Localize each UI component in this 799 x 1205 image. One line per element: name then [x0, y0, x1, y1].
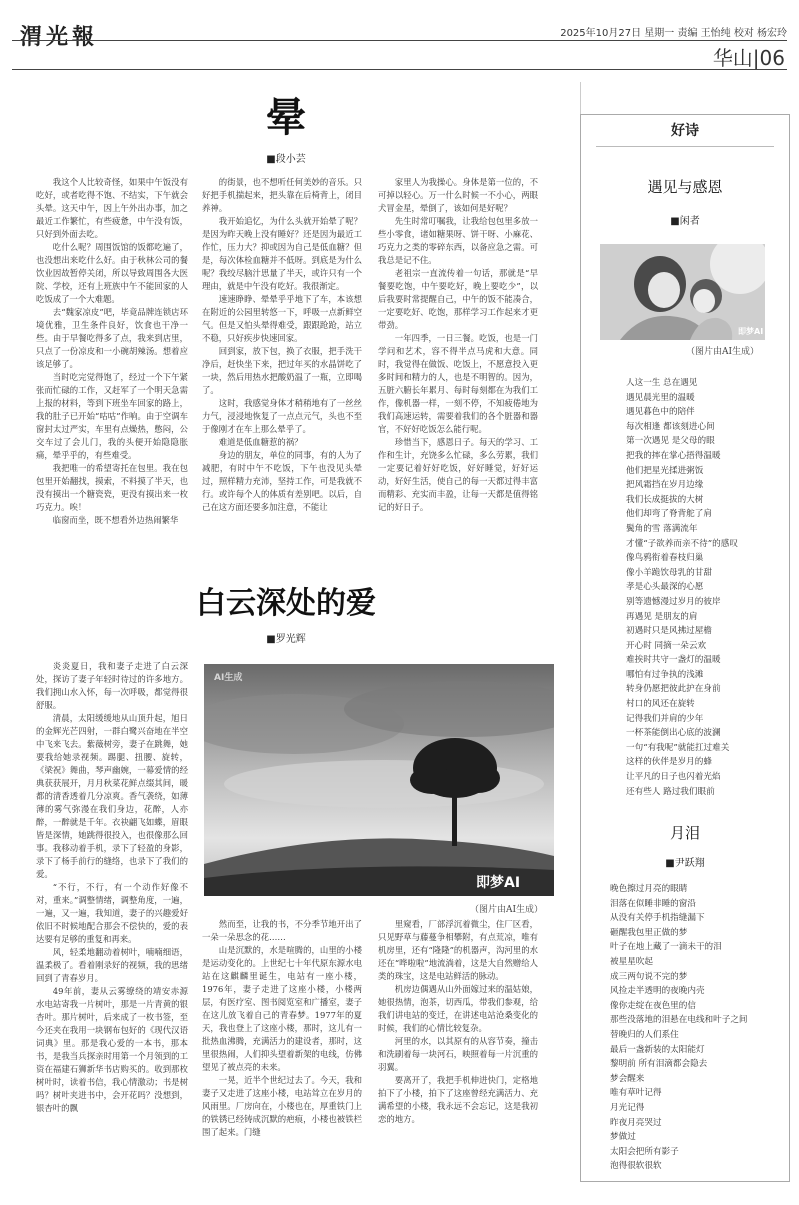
paragraph: 风，轻柔地翻动着树叶，喃喃细语，温柔极了。看着刚录好的视频，我的思绪回到了青春岁月。 [36, 947, 188, 983]
paragraph: 机房边偶遇从山外面嫁过来的温姑娘，她很热情，泡茶，切西瓜，带我们参观，给我们讲电站的变迁，在讲述电站沧桑变化的时候，我们的心情比较复杂。 [378, 984, 538, 1033]
poem-line: 孝是心头最深的心愿 [626, 582, 704, 593]
paragraph: 里窥看，厂部浮沉着微尘，住厂区看，只见野草与藤蔓争相攀附，有点荒凉，唯有机房里，还有“隆隆”的机器声，沟河里的水还在“哗啦啦”地流淌着，这是大自然赠给人类的珠宝，这是电站鲜活的脉动。 [378, 919, 538, 981]
article2-column-2 [202, 918, 362, 1185]
poem-line: 月光记得 [610, 1102, 645, 1113]
poem-line: 再遇见 是朋友的肩 [626, 611, 698, 622]
poem-line: 泪落在似睡非睡的窗沿 [610, 898, 696, 909]
photo-caption: （图片由AI生成） [470, 905, 544, 915]
paragraph: 老祖宗一直流传着一句话，那就是“早餐要吃饱，中午要吃好，晚上要吃少”，以后我要时常提醒自己，中午的饭不能凑合，一定要吃好、吃饱，那样学习工作起来才更带劲。 [378, 268, 538, 330]
ai-tag: AI生成 [214, 673, 243, 683]
poem-line: 才懂“子欲养而亲不待”的感叹 [626, 538, 738, 549]
paragraph: 临窗而坐，既不想看外边热闹繁华 [52, 515, 179, 525]
paragraph: 炎炎夏日，我和妻子走进了白云深处，探访了妻子年轻时待过的许多地方。我们拥山水入怀，每一次呼吸，都觉得很舒服。 [36, 661, 188, 710]
poem-line: 砸醒我包里正做的梦 [610, 927, 688, 938]
photo-watermark: 即梦AI [476, 875, 521, 891]
poem2-byline: ■尹跃翔 [665, 858, 705, 869]
poem-line: 人这一生 总在遇见 [626, 378, 698, 388]
article1-column-3 [378, 176, 538, 576]
poem1-byline: ■闲者 [670, 216, 700, 227]
poem-line: 替晚归的人们系住 [610, 1029, 679, 1040]
poem-line: 转身仍愿把彼此护在身前 [626, 684, 721, 695]
poem-line: 梦做过 [610, 1132, 636, 1143]
paragraph: 速速睁睁、晕晕乎乎地下了车，本该想在附近的公园里转悠一下，呼吸一点新鲜空气。但是又怕头晕得难受，跟跟跄跄，站立不稳，只好疾步快速回家。 [202, 294, 362, 343]
poem-line: 唯有草叶记得 [610, 1088, 662, 1099]
masthead: 渭光報 [20, 24, 99, 50]
poem-line: 太阳会把所有影子 [610, 1146, 679, 1157]
poem-line: 还有些人 路过我们眼前 [626, 786, 715, 797]
paragraph: 家里人为我操心。身体是第一位的，不可掉以轻心。万一什么时候一不小心，两眼犬冒金星，晕倒了，该如何是好呢？ [378, 177, 538, 213]
poem-line: 他们把星光揉进粥饭 [626, 465, 704, 476]
poem-line: 叶子在地上藏了一滴未干的泪 [610, 942, 722, 953]
poem-line: 黎明前 所有泪滴都会隐去 [610, 1059, 708, 1070]
poem-line: 泡得很软很软 [610, 1161, 662, 1172]
article1-title: 晕 [266, 95, 306, 141]
sidebar-heading: 好诗 [671, 123, 699, 139]
paragraph: 这时，我感觉身体才稍稍地有了一丝丝力气，浸浸地恢复了一点点元气，头也不至于像刚才在车上那么晕乎了。 [202, 398, 362, 434]
poem-line: 像你走绽在夜色里的信 [610, 1000, 696, 1011]
paragraph: 我把唯一的希望寄托在包里。我在包包里开始翻找，摸索，不料摸了半天，也没有摸出一个糖瓷瓷，更没有摸出来一枚巧克力。唉！ [36, 463, 188, 512]
poem-line: 成三两句说不完的梦 [610, 971, 688, 982]
poem-line: 那些没落地的泪悬在电线和叶子之间 [610, 1015, 748, 1026]
header-rule-bottom [12, 69, 787, 70]
poem-line: 第一次遇见 是父母的眼 [626, 436, 715, 447]
poem-line: 被星星吹起 [610, 956, 653, 967]
paragraph: 要离开了，我把手机伸进快门，定格地拍下了小楼，拍下了这座曾经充满活力、充满希望的小楼，我永远不会忘记，这是我初恋的地方。 [378, 1075, 538, 1124]
poem-line: 村口的风还在旋转 [626, 699, 695, 710]
poem-line: 把风霜挡在岁月边缘 [626, 480, 704, 491]
poem-line: 鬓角的雪 落满流年 [626, 523, 698, 534]
paragraph: 然而至，让我的书，不分季节地开出了一朵一朵思念的花…… [202, 919, 362, 942]
poem-line: 让平凡的日子也闪着光焰 [626, 772, 721, 783]
poem1-lines [626, 376, 786, 799]
paragraph: 河里的水，以其原有的从容节奏，撞击和洗刷着每一块河石，映照着每一片沉重的羽翼。 [378, 1036, 538, 1072]
paragraph: 我这个人比较奇怪，如果中午饭没有吃好，或者吃得不饱、不结实，下午就会头晕。这天中午，因上午外出办事，加之最近工作繁忙，有些疲惫，中午没有饭，只好到外面去吃。 [36, 177, 188, 239]
poem-line: 梦会醒来 [610, 1073, 645, 1084]
poem-line: 昨夜月亮哭过 [610, 1117, 662, 1128]
poem-line: 从没有关停手机指缝漏下 [610, 913, 705, 924]
sidebar-divider [580, 82, 581, 114]
poem-line: 遇见暮色中的陪伴 [626, 407, 695, 418]
paragraph: 先生时常叮嘱我，让我给包包里多放一些小零食，诸如糖果呀、饼干呀、小麻花、巧克力之类的零碎东西，以备应急之需。可我总是记不住。 [378, 216, 538, 265]
paragraph: 的街景，也不想听任何美妙的音乐。只好把手机揣起来，把头靠在后椅背上，闭目养神。 [202, 177, 362, 213]
paragraph: 珍惜当下，感恩日子。每天的学习、工作和生计，充饶多么忙碌，多么劳累，我们一定要记着好好吃饭，好好睡觉，好好运动，好好生活，使自己的每一天都过得丰富而精彩、充实而丰盈，让每一天都是值得铭记的好日子。 [378, 437, 538, 512]
poem-line: 把我的摔在掌心捂得温暖 [626, 450, 721, 461]
article2-byline: ■罗光辉 [266, 634, 306, 645]
poem-line: 哪怕有过争执的浅滩 [626, 669, 704, 680]
paragraph: 山是沉默的，水是喧腾的，山里的小楼是运动变化的。上世纪七十年代原东源水电站在这麒麟里诞生，电站有一座小楼，1976年，妻子走进了这座小楼，小楼两层，有医疗室、图书阅览室和广播室，妻子在这儿放飞着自己的青春梦。1977年的夏天，我也登上了这座小楼，那时，这儿有一批热血沸腾，充满活力的建设者，那时，这里很热闹，人们抑头望着新架的电线，仿佛望见了被点亮的未来。 [202, 945, 362, 1072]
paragraph: 回到家，放下包，换了衣服，把手洗干净后，赶快坐下来，把过年买的水晶饼吃了一块，然后用热水把酸奶温了一瓶，立即喝了。 [202, 346, 362, 395]
poem1-photo-watermark: 即梦AI [738, 327, 764, 336]
tree-photo [204, 664, 554, 896]
poem-line: 难挨时共守一盏灯的温暖 [626, 655, 721, 666]
paragraph: 一晃，近半个世纪过去了。今天，我和妻子又走进了这座小楼，电站耸立在岁月的风雨里。厂房向在，小楼也在，厚重铁门上的铁锈已经铸成沉默的疤痕，小楼也被铁栏围了起来。门缝 [202, 1075, 362, 1137]
article1-column-1 [36, 176, 188, 576]
poem1-title: 遇见与感恩 [647, 178, 723, 196]
poem-line: 一杯茶能倒出心底的波澜 [626, 728, 721, 739]
article1-column-2 [202, 176, 362, 576]
poem-line: 风捡走半透明的夜晚内壳 [610, 986, 705, 997]
poem-line: 像小羊跪饮母乳的甘甜 [626, 567, 712, 578]
paragraph: 一年四季，一日三餐。吃饭，也是一门学问和艺术，容不得半点马虎和大意。同时，我觉得在做饭、吃饭上，不愿意投入更多时间和精力的人，也是不明智的。因为，五脏六腑长年累月、每时每刻都在为我们工作，像机器一样，一刻不停，不知疲倦地为我们高速运转，需要着我们的各个脏器和器官，不好好吃饭怎么能行呢。 [378, 333, 538, 434]
poem-line: 遇见晨光里的温暖 [626, 392, 695, 403]
section-label: 华山|06 [712, 46, 785, 70]
paragraph: 当时吃完觉得饱了，经过一个下午紧张而忙碌的工作，又赶军了一个明天急需上报的材料，等到下班坐车回家的路上，我的肚子已开始“咕咕”作响。由于空调车窗封太过严实，车里有点燥热，憋闷，公交车过了会儿门，我的头便开始隐隐胀痛，晕乎乎的，有些难受。 [36, 372, 188, 460]
poem-line: 初遇时只是风拂过屋檐 [626, 626, 712, 637]
poem-line: 最后一盏新装的太阳能灯 [610, 1044, 705, 1055]
poem-line: 像鸟鸦衔着春枝归巢 [626, 553, 704, 564]
poem-line: 我们长成挺拔的大树 [626, 494, 704, 505]
poem-line: 晚色擦过月亮的眼睛 [610, 884, 688, 894]
paragraph: “不行，不行，有一个动作好像不对，重来。”调整情绪，调整角度，一遍，一遍，又一遍，我知道，妻子的兴趣爱好依旧不时候地配合那会不偿快的，爱的表达要有足够的重复和再来。 [36, 882, 188, 944]
poem-line: 这样的伙伴是岁月的蜂 [626, 757, 712, 768]
paragraph: 身边的朋友，单位的同事，有的人为了减肥，有时中午不吃饭，下午也没见头晕过，照样精力充沛，坚持工作，可是我就不行。或许每个人的体质有差别吧。以后，自己在这方面还要多加注意，不能让 [202, 450, 362, 512]
paragraph: 去“魏家凉皮”吧，毕竟品牌连锁店环境优雅，卫生条件良好，饮食也干净一些。由于早餐吃得多了点，我来到店里，只点了一份凉皮和一小碗胡辣汤。想着应该足够了。 [36, 307, 188, 369]
poem2-title: 月泪 [669, 824, 700, 842]
paragraph: 吃什么呢？周围饭馆的饭都吃遍了，也没想出来吃什么好。由于秋林公司的餐饮业因故暂停关闭，所以导致周围各大医院、学校，还有上班族中午不能回家的人吃饭成了一个大难题。 [36, 242, 188, 304]
poem-line: 记得我们并肩的少年 [626, 713, 704, 724]
header-rule-top [12, 40, 787, 41]
article2-title: 白云深处的爱 [196, 586, 376, 621]
poem1-photo-caption: （图片由AI生成） [686, 347, 760, 357]
paragraph: 难道是低血糖惹的祸？ [218, 437, 303, 447]
article2-column-3 [378, 918, 538, 1185]
paragraph: 49年前，妻从云雾缭绕的靖安赤源水电站寄我一片树叶，那是一片青黄的银杏叶。那片树叶，后来成了一枚书签，至今还夹在我用一块钢布包好的《现代汉语词典》里。那是我心爱的一本书，那本书，是我当兵探亲时用第一个月领到的工资在福建石狮新华书店购买的。收到那枚树叶时，读着书信，我心情激动；书是树吗？树叶夹进书中，会开花吗？没想到，银杏叶的飘 [36, 986, 188, 1113]
poem-line: 别等遗憾漫过岁月的彼岸 [626, 596, 721, 607]
poem-line: 开心时 同摘一朵云欢 [626, 640, 707, 651]
issue-meta: 2025年10月27日 星期一 责编 王怡纯 校对 杨宏玲 [560, 28, 787, 39]
paragraph: 我开始追忆，为什么头就开始晕了呢？是因为昨天晚上没有睡好？还是因为最近工作忙，压力大？抑或因为自己是低血糖？但是，每次体检血糖并不低呀。到底是为什么呢？我绞尽脑汁思量了半天，或许只有一个理由，就是中午没有吃好。我很渐定。 [202, 216, 362, 291]
poem-line: 他们却弯了脊背舵了肩 [626, 509, 712, 520]
poem-line: 一句“有我呢”就能扛过难关 [626, 742, 730, 753]
sidebar-heading-rule [596, 146, 774, 147]
article2-column-1 [36, 660, 188, 1185]
poem-line: 每次相逢 都该刻进心间 [626, 421, 715, 432]
poem2-lines [610, 882, 786, 1174]
paragraph: 清晨，太阳缓缓地从山顶升起，旭日的金辉光芒四射，一群白鹭兴奋地在半空中飞来飞去。紫薇树旁，妻子在跳舞，她要我给她录视频。踢腿、扭腰、旋转，《梁祝》舞曲，琴声幽婉，一幕爱情的经典获获展开，月月秋菜花鲜点缀其间，暖都的清香透着几分凉爽。香气袭绕，如薄薄的雾气弥漫在我们身边，花醉，人亦醉，一醉就是千年。衣袂翩飞如蝶，眉眼皆是深情，她跳得很投入，也很像那么回事。我移动着手机，录下了轻盈的身影，录下了杨手前行的缝络，也录下了我们的爱。 [36, 713, 188, 879]
article1-byline: ■段小芸 [266, 154, 306, 165]
